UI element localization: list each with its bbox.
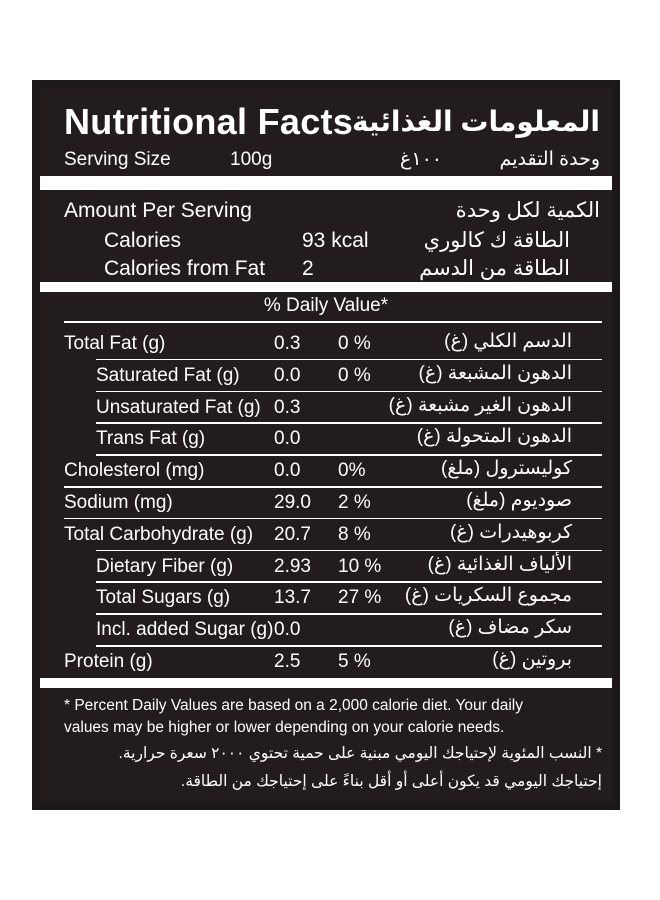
nutrient-amount: 0.0	[274, 619, 301, 641]
nutrient-amount: 0.3	[274, 333, 301, 354]
daily-value-rule	[64, 321, 602, 323]
nutrient-daily-value: 27 %	[338, 587, 382, 609]
calories-label-arabic: الطاقة ك كالوري	[423, 229, 570, 252]
row-divider	[96, 613, 602, 615]
footnote-english-line-2: values may be higher or lower depending on your calorie needs.	[64, 719, 505, 736]
nutrient-name-arabic: كوليسترول (ملغ)	[440, 458, 572, 480]
footnote-arabic-line-2: إحتياجك اليومي قد يكون أعلى أو أقل بناءً على إحتياجك من الطاقة.	[180, 773, 602, 790]
serving-size-label-arabic: وحدة التقديم	[499, 149, 600, 170]
nutrient-amount: 2.5	[274, 651, 301, 672]
nutrient-amount: 29.0	[274, 492, 311, 513]
calories-value: 93 kcal	[302, 229, 369, 252]
title-english: Nutritional Facts	[64, 101, 354, 142]
nutrient-daily-value: 0 %	[338, 364, 371, 386]
nutrient-daily-value: 0%	[338, 460, 366, 482]
row-divider	[96, 581, 602, 583]
row-divider	[96, 550, 602, 552]
nutrient-name-arabic: سكر مضاف (غ)	[448, 617, 572, 639]
nutrient-name-arabic: الألياف الغذائية (غ)	[427, 553, 572, 575]
nutrient-name-arabic: كربوهيدرات (غ)	[450, 521, 572, 543]
footnote-arabic-line-1: * النسب المئوية لإحتياجك اليومي مبنية على حمية تحتوي ٢٠٠٠ سعرة حرارية.	[118, 745, 602, 762]
nutrient-amount: 2.93	[274, 555, 311, 577]
nutrient-name-arabic: مجموع السكريات (غ)	[404, 585, 572, 607]
nutrient-amount: 13.7	[274, 587, 311, 609]
nutrient-name: Protein (g)	[64, 651, 153, 672]
daily-value-header: % Daily Value*	[263, 295, 389, 316]
nutrient-name-arabic: صوديوم (ملغ)	[466, 490, 572, 511]
row-divider	[96, 391, 602, 393]
row-divider	[96, 359, 602, 361]
nutrient-name: Total Sugars (g)	[96, 587, 231, 609]
nutrient-amount: 20.7	[274, 523, 311, 545]
nutrient-daily-value: 8 %	[338, 523, 371, 545]
nutrient-amount: 0.0	[274, 428, 301, 450]
nutrient-name: Total Carbohydrate (g)	[64, 523, 254, 545]
nutrient-name: Total Fat (g)	[64, 333, 166, 354]
calories-label: Calories	[104, 229, 182, 252]
serving-size-value: 100g	[230, 149, 273, 170]
nutrient-name-arabic: الدهون المتحولة (غ)	[416, 426, 572, 448]
nutrient-name: Saturated Fat (g)	[96, 364, 240, 386]
nutrient-amount: 0.0	[274, 364, 301, 386]
amount-per-serving-label-arabic: الكمية لكل وحدة	[455, 199, 600, 222]
nutrient-amount: 0.3	[274, 396, 301, 418]
nutrient-name: Incl. added Sugar (g)	[96, 619, 274, 641]
thick-divider-1	[40, 176, 612, 190]
nutrient-name-arabic: بروتين (غ)	[492, 649, 572, 670]
nutrient-daily-value: 2 %	[338, 492, 371, 513]
row-divider	[96, 645, 602, 647]
nutrient-name: Trans Fat (g)	[96, 428, 206, 450]
nutrient-name-arabic: الدسم الكلي (غ)	[444, 331, 572, 352]
nutrition-label	[40, 88, 612, 802]
serving-size-label: Serving Size	[64, 149, 171, 170]
thick-divider-2	[40, 282, 612, 292]
nutrition-label-panel	[32, 80, 620, 810]
calories-from-fat-label: Calories from Fat	[104, 257, 266, 280]
row-divider	[96, 454, 602, 456]
nutrient-name-arabic: الدهون المشبعة (غ)	[418, 362, 572, 384]
nutrient-amount: 0.0	[274, 460, 301, 482]
serving-size-value-arabic: ١٠٠غ	[400, 149, 442, 170]
nutrient-daily-value: 5 %	[338, 651, 371, 672]
nutrient-name: Sodium (mg)	[64, 492, 173, 513]
nutrient-name: Dietary Fiber (g)	[96, 555, 234, 577]
nutrient-name-arabic: الدهون الغير مشبعة (غ)	[388, 394, 572, 416]
nutrient-daily-value: 0 %	[338, 333, 371, 354]
nutrient-name: Cholesterol (mg)	[64, 460, 205, 482]
row-divider	[96, 422, 602, 424]
thick-divider-3	[40, 678, 612, 688]
title-arabic: المعلومات الغذائية	[351, 106, 600, 137]
calories-from-fat-label-arabic: الطاقة من الدسم	[419, 257, 570, 280]
nutrient-name: Unsaturated Fat (g)	[96, 396, 261, 418]
footnote-english-line-1: * Percent Daily Values are based on a 2,000 calorie diet. Your daily	[64, 697, 523, 714]
row-divider	[64, 486, 602, 488]
nutrient-daily-value: 10 %	[338, 555, 382, 577]
amount-per-serving-label: Amount Per Serving	[64, 199, 252, 222]
calories-from-fat-value: 2	[302, 257, 314, 280]
row-divider	[64, 518, 602, 520]
